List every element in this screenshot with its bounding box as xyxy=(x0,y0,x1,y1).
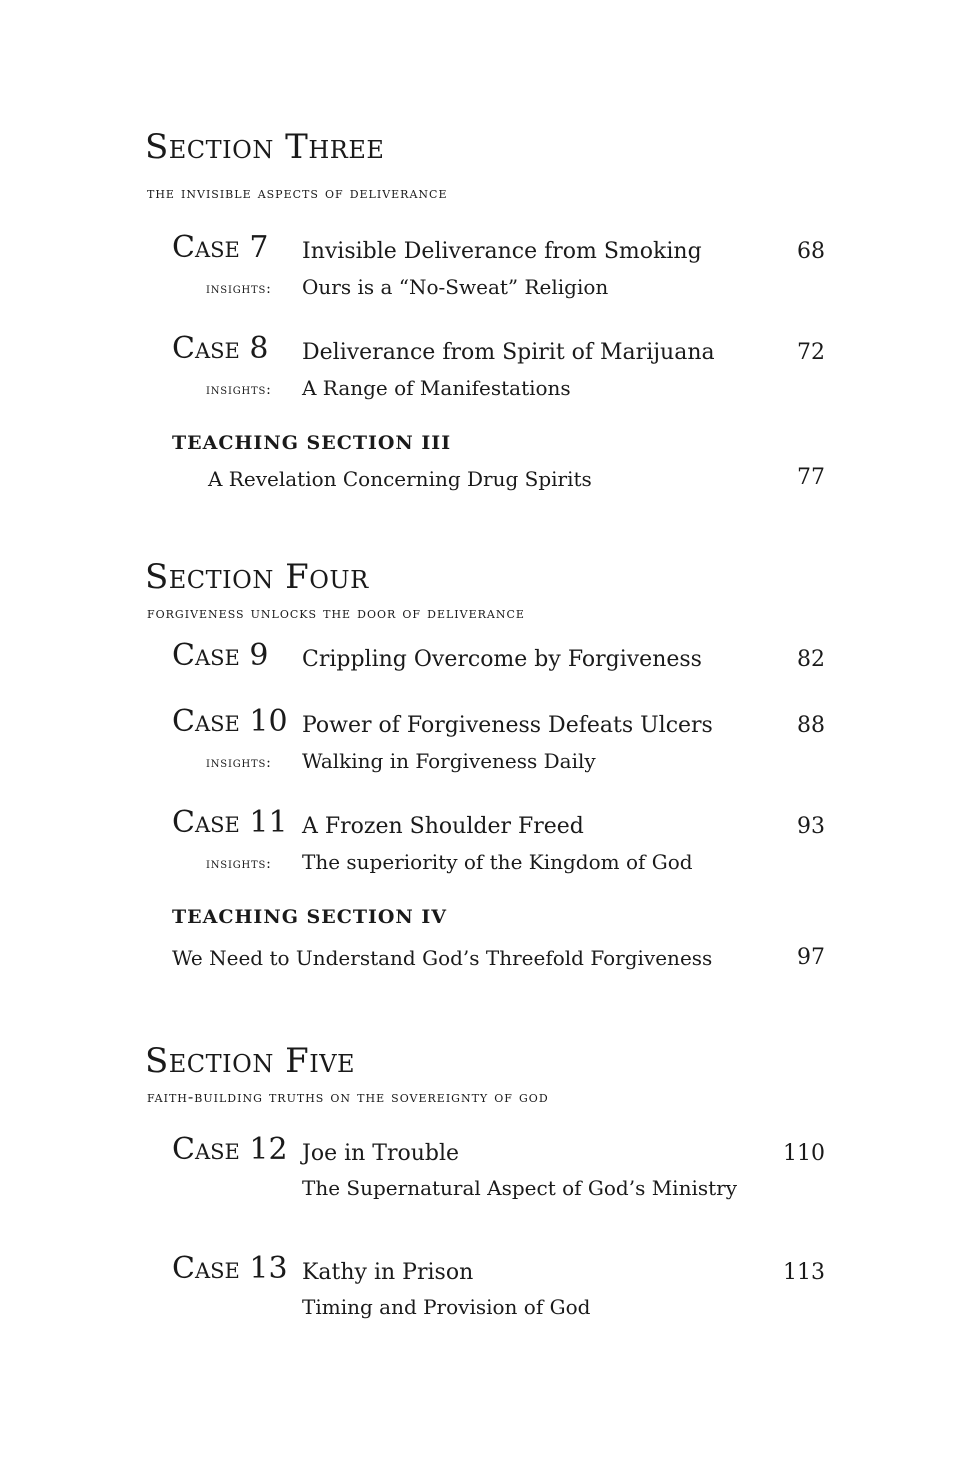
case-10-page[interactable]: 88 xyxy=(797,713,825,738)
case-10-label: Case 10 xyxy=(172,704,288,739)
case-9-label: Case 9 xyxy=(172,638,269,673)
case-11-insights-label: insights: xyxy=(206,856,272,872)
case-10-insights-label: insights: xyxy=(206,755,272,771)
teaching-section-4-page[interactable]: 97 xyxy=(797,945,825,970)
teaching-section-4-text[interactable]: We Need to Understand God’s Threefold Forgiveness xyxy=(172,946,713,970)
teaching-section-3-page[interactable]: 77 xyxy=(797,465,825,490)
case-12-title[interactable]: Joe in Trouble xyxy=(302,1141,460,1166)
teaching-section-3-text[interactable]: A Revelation Concerning Drug Spirits xyxy=(208,467,592,491)
case-11-label: Case 11 xyxy=(172,805,288,840)
case-13-label: Case 13 xyxy=(172,1251,288,1286)
teaching-section-4-heading: TEACHING SECTION IV xyxy=(172,906,448,928)
case-11-page[interactable]: 93 xyxy=(797,814,825,839)
case-9-page[interactable]: 82 xyxy=(797,647,825,672)
case-7-insights-label: insights: xyxy=(206,281,272,297)
teaching-section-3-heading: TEACHING SECTION III xyxy=(172,432,452,454)
case-10-title[interactable]: Power of Forgiveness Defeats Ulcers xyxy=(302,713,713,738)
case-12-page[interactable]: 110 xyxy=(783,1141,825,1166)
case-13-subtitle[interactable]: Timing and Provision of God xyxy=(302,1295,591,1319)
case-11-insights[interactable]: The superiority of the Kingdom of God xyxy=(302,850,693,874)
case-8-label: Case 8 xyxy=(172,331,269,366)
case-13-page[interactable]: 113 xyxy=(783,1260,825,1285)
case-7-title[interactable]: Invisible Deliverance from Smoking xyxy=(302,239,702,264)
case-7-insights[interactable]: Ours is a “No-Sweat” Religion xyxy=(302,275,609,299)
section-four-title: Section Four xyxy=(145,557,369,597)
case-12-subtitle[interactable]: The Supernatural Aspect of God’s Ministry xyxy=(302,1176,738,1200)
case-9-title[interactable]: Crippling Overcome by Forgiveness xyxy=(302,647,702,672)
section-four-subtitle: forgiveness unlocks the door of deliverance xyxy=(147,603,525,622)
case-7-label: Case 7 xyxy=(172,230,269,265)
case-8-insights-label: insights: xyxy=(206,382,272,398)
case-11-title[interactable]: A Frozen Shoulder Freed xyxy=(302,814,584,839)
case-8-insights[interactable]: A Range of Manifestations xyxy=(302,376,571,400)
case-12-label: Case 12 xyxy=(172,1132,288,1167)
case-7-page[interactable]: 68 xyxy=(797,239,825,264)
section-three-title: Section Three xyxy=(145,127,385,167)
case-13-title[interactable]: Kathy in Prison xyxy=(302,1260,474,1285)
section-five-title: Section Five xyxy=(145,1041,356,1081)
case-8-page[interactable]: 72 xyxy=(797,340,825,365)
case-8-title[interactable]: Deliverance from Spirit of Marijuana xyxy=(302,340,715,365)
section-three-subtitle: the invisible aspects of deliverance xyxy=(147,183,448,202)
case-10-insights[interactable]: Walking in Forgiveness Daily xyxy=(302,749,596,773)
section-five-subtitle: faith-building truths on the sovereignty of god xyxy=(147,1087,549,1106)
